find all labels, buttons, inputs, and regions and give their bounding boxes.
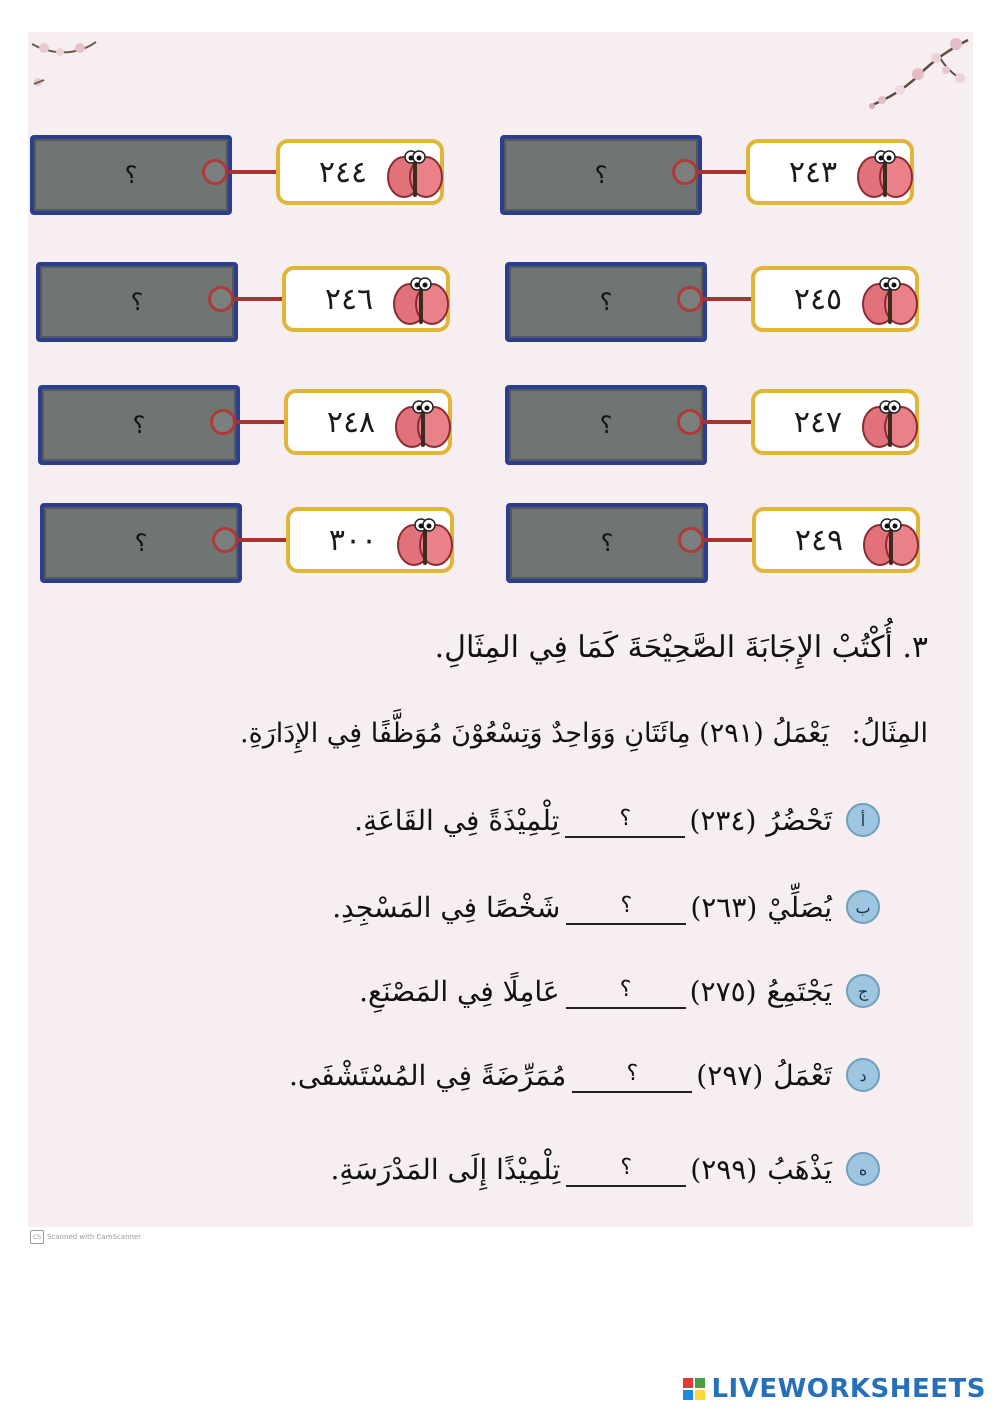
- tag-ring: [672, 159, 698, 185]
- tag-ring: [210, 409, 236, 435]
- tag-pair: [505, 385, 945, 465]
- answer-blank[interactable]: ؟: [566, 973, 686, 1009]
- butterfly-icon: [396, 515, 454, 571]
- tag-pair: [36, 262, 476, 342]
- question-number: (٢٩٧): [696, 1058, 764, 1092]
- number-tag: [282, 266, 450, 332]
- question-verb: يُصَلِّيْ: [767, 890, 832, 924]
- answer-blank[interactable]: ؟: [566, 1151, 686, 1187]
- number-label: ٢٤٣: [788, 154, 838, 190]
- number-tag: [752, 507, 920, 573]
- tag-string: [232, 297, 284, 301]
- question-number: (٢٣٤): [689, 803, 757, 837]
- tag-ring: [677, 409, 703, 435]
- tag-pair: [40, 503, 480, 583]
- butterfly-icon: [862, 515, 920, 571]
- question-item: [180, 795, 880, 845]
- question-rest: تِلْمِيْذَةً فِي القَاعَةِ.: [354, 803, 560, 837]
- tag-pair: [38, 385, 478, 465]
- butterfly-icon: [861, 274, 919, 330]
- example-label: المِثَالُ:: [851, 718, 928, 749]
- tag-string: [702, 538, 754, 542]
- tag-ring: [212, 527, 238, 553]
- tag-string: [701, 420, 753, 424]
- butterfly-icon: [856, 147, 914, 203]
- butterfly-icon: [394, 397, 452, 453]
- question-rest: تِلْمِيْذًا إِلَى المَدْرَسَةِ.: [330, 1152, 561, 1186]
- answer-placeholder: ؟: [130, 288, 144, 316]
- number-tag: [286, 507, 454, 573]
- answer-blank[interactable]: ؟: [572, 1057, 692, 1093]
- question-verb: تَعْمَلُ: [773, 1058, 832, 1092]
- butterfly-icon: [392, 274, 450, 330]
- question-rest: مُمَرِّضَةً فِي المُسْتَشْفَى.: [289, 1058, 567, 1092]
- question-letter-badge: د: [846, 1058, 880, 1092]
- example-line: [68, 718, 928, 749]
- tag-string: [226, 170, 278, 174]
- question-letter-badge: ج: [846, 974, 880, 1008]
- tag-string: [701, 297, 753, 301]
- question-rest: عَامِلًا فِي المَصْنَعِ.: [359, 974, 560, 1008]
- question-item: [180, 966, 880, 1016]
- number-tag: [751, 266, 919, 332]
- butterfly-icon: [386, 147, 444, 203]
- answer-placeholder: ؟: [134, 529, 148, 557]
- tag-pair: [30, 135, 470, 215]
- question-item: [180, 1050, 880, 1100]
- question-verb: يَجْتَمِعُ: [766, 974, 832, 1008]
- question-rest: شَخْصًا فِي المَسْجِدِ.: [332, 890, 561, 924]
- liveworksheets-brand[interactable]: [683, 1374, 986, 1404]
- question-number: (٢٩٩): [690, 1152, 758, 1186]
- question-number: (٢٧٥): [689, 974, 757, 1008]
- cherry-blossom-decoration-right: [860, 34, 970, 114]
- number-label: ٢٤٦: [324, 281, 374, 317]
- question-item: [180, 882, 880, 932]
- answer-blank[interactable]: ؟: [566, 889, 686, 925]
- question-letter-badge: أ: [846, 803, 880, 837]
- number-label: ٢٤٩: [794, 522, 844, 558]
- answer-placeholder: ؟: [599, 411, 613, 439]
- number-label: ٢٤٤: [318, 154, 368, 190]
- number-tag: [746, 139, 914, 205]
- tag-ring: [678, 527, 704, 553]
- question-letter-badge: ه: [846, 1152, 880, 1186]
- answer-placeholder: ؟: [132, 411, 146, 439]
- tag-string: [696, 170, 748, 174]
- butterfly-icon: [861, 397, 919, 453]
- answer-placeholder: ؟: [594, 161, 608, 189]
- question-number: (٢٦٣): [690, 890, 758, 924]
- number-label: ٢٤٥: [793, 281, 843, 317]
- answer-placeholder: ؟: [124, 161, 138, 189]
- number-tag: [751, 389, 919, 455]
- number-label: ٣٠٠: [328, 522, 378, 558]
- liveworksheets-logo-icon: [683, 1378, 705, 1400]
- section-heading: ٣. أُكْتُبْ الإِجَابَةَ الصَّحِيْحَةَ كَمَا فِي المِثَالِ.: [434, 630, 928, 665]
- scanner-text: Scanned with CamScanner: [47, 1233, 142, 1241]
- brand-name: LIVEWORKSHEETS: [711, 1374, 986, 1404]
- number-tag: [276, 139, 444, 205]
- example-text: يَعْمَلُ (٢٩١) مِائَتَانِ وَوَاحِدٌ وَتِسْعُوْنَ مُوَظَّفًا فِي الإِدَارَةِ.: [240, 718, 829, 749]
- answer-placeholder: ؟: [599, 288, 613, 316]
- tag-ring: [677, 286, 703, 312]
- number-label: ٢٤٧: [793, 404, 843, 440]
- tag-pair: [505, 262, 945, 342]
- question-item: [180, 1144, 880, 1194]
- tag-ring: [208, 286, 234, 312]
- question-letter-badge: ب: [846, 890, 880, 924]
- cherry-blossom-decoration-left: [30, 34, 100, 94]
- tag-ring: [202, 159, 228, 185]
- answer-blank[interactable]: ؟: [565, 802, 685, 838]
- tag-pair: [506, 503, 946, 583]
- answer-placeholder: ؟: [600, 529, 614, 557]
- tag-pair: [500, 135, 940, 215]
- tag-string: [236, 538, 288, 542]
- scanner-watermark: [30, 1230, 141, 1244]
- tag-string: [234, 420, 286, 424]
- number-label: ٢٤٨: [326, 404, 376, 440]
- number-tag: [284, 389, 452, 455]
- question-verb: يَذْهَبُ: [767, 1152, 832, 1186]
- camscanner-icon: CS: [30, 1230, 44, 1244]
- question-verb: تَحْضُرُ: [766, 803, 832, 837]
